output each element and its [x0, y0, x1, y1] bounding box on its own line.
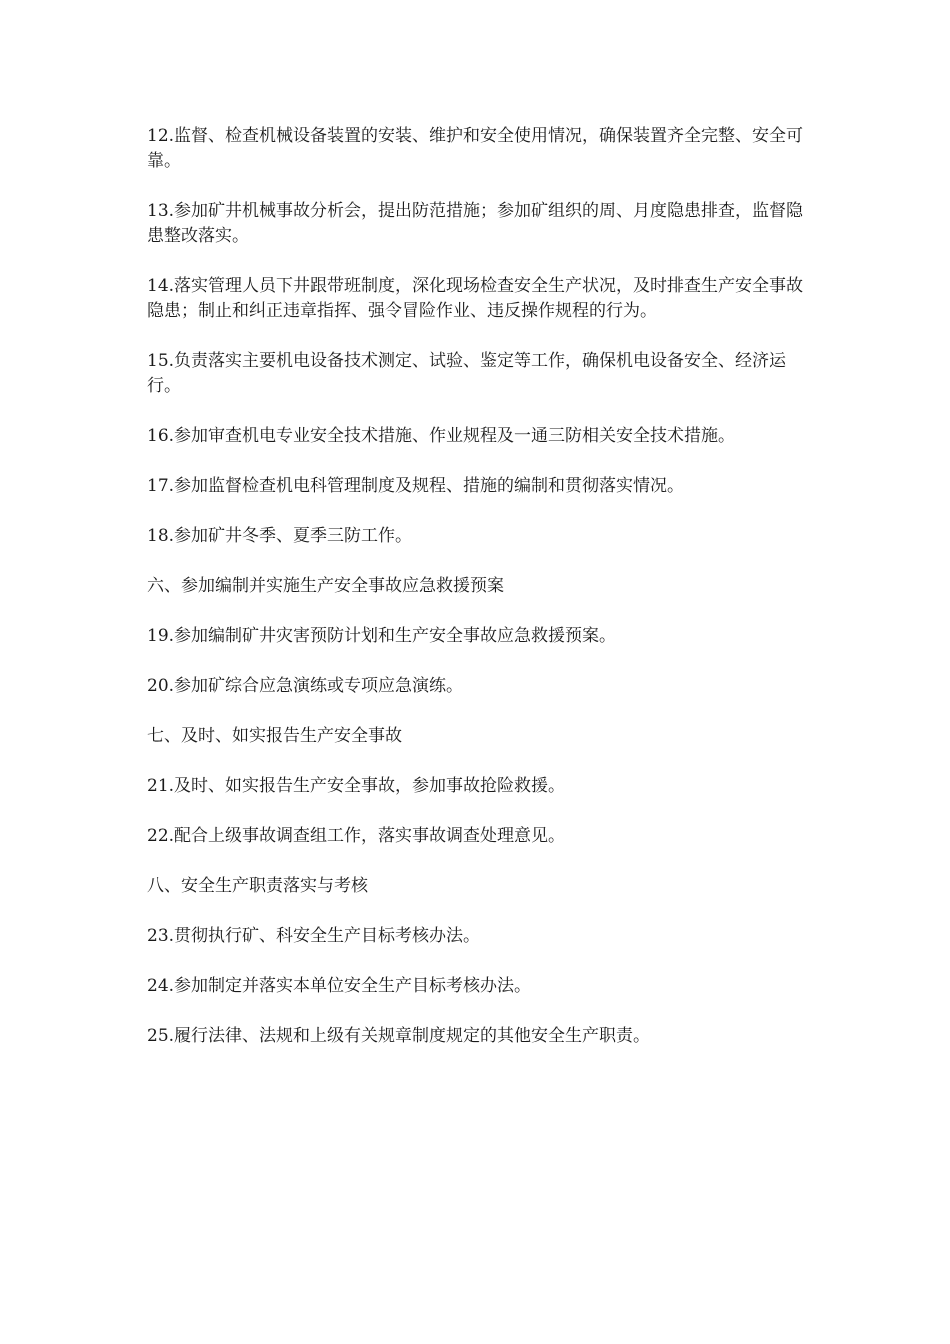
section-heading-7: 七、及时、如实报告生产安全事故 — [147, 726, 402, 746]
paragraph-item-23: 23.贯彻执行矿、科安全生产目标考核办法。 — [147, 926, 481, 946]
section-heading-6: 六、参加编制并实施生产安全事故应急救援预案 — [147, 576, 504, 596]
paragraph-item-25: 25.履行法律、法规和上级有关规章制度规定的其他安全生产职责。 — [147, 1026, 651, 1046]
paragraph-item-18: 18.参加矿井冬季、夏季三防工作。 — [147, 526, 413, 546]
paragraph-item-22: 22.配合上级事故调查组工作，落实事故调查处理意见。 — [147, 826, 566, 846]
paragraph-item-21: 21.及时、如实报告生产安全事故，参加事故抢险救援。 — [147, 776, 566, 796]
paragraph-item-17: 17.参加监督检查机电科管理制度及规程、措施的编制和贯彻落实情况。 — [147, 476, 685, 496]
paragraph-item-13: 13.参加矿井机械事故分析会，提出防范措施；参加矿组织的周、月度隐患排查，监督隐患整改落实。 — [147, 201, 804, 246]
paragraph-item-19: 19.参加编制矿井灾害预防计划和生产安全事故应急救援预案。 — [147, 626, 617, 646]
paragraph-item-24: 24.参加制定并落实本单位安全生产目标考核办法。 — [147, 976, 532, 996]
paragraph-item-12: 12.监督、检查机械设备装置的安装、维护和安全使用情况，确保装置齐全完整、安全可靠。 — [147, 126, 804, 171]
document-body — [147, 124, 807, 1074]
paragraph-item-14: 14.落实管理人员下井跟带班制度，深化现场检查安全生产状况，及时排查生产安全事故隐患；制止和纠正违章指挥、强令冒险作业、违反操作规程的行为。 — [147, 276, 804, 321]
section-heading-8: 八、安全生产职责落实与考核 — [147, 876, 368, 896]
paragraph-item-16: 16.参加审查机电专业安全技术措施、作业规程及一通三防相关安全技术措施。 — [147, 426, 736, 446]
paragraph-item-15: 15.负责落实主要机电设备技术测定、试验、鉴定等工作，确保机电设备安全、经济运行。 — [147, 351, 787, 396]
paragraph-item-20: 20.参加矿综合应急演练或专项应急演练。 — [147, 676, 464, 696]
